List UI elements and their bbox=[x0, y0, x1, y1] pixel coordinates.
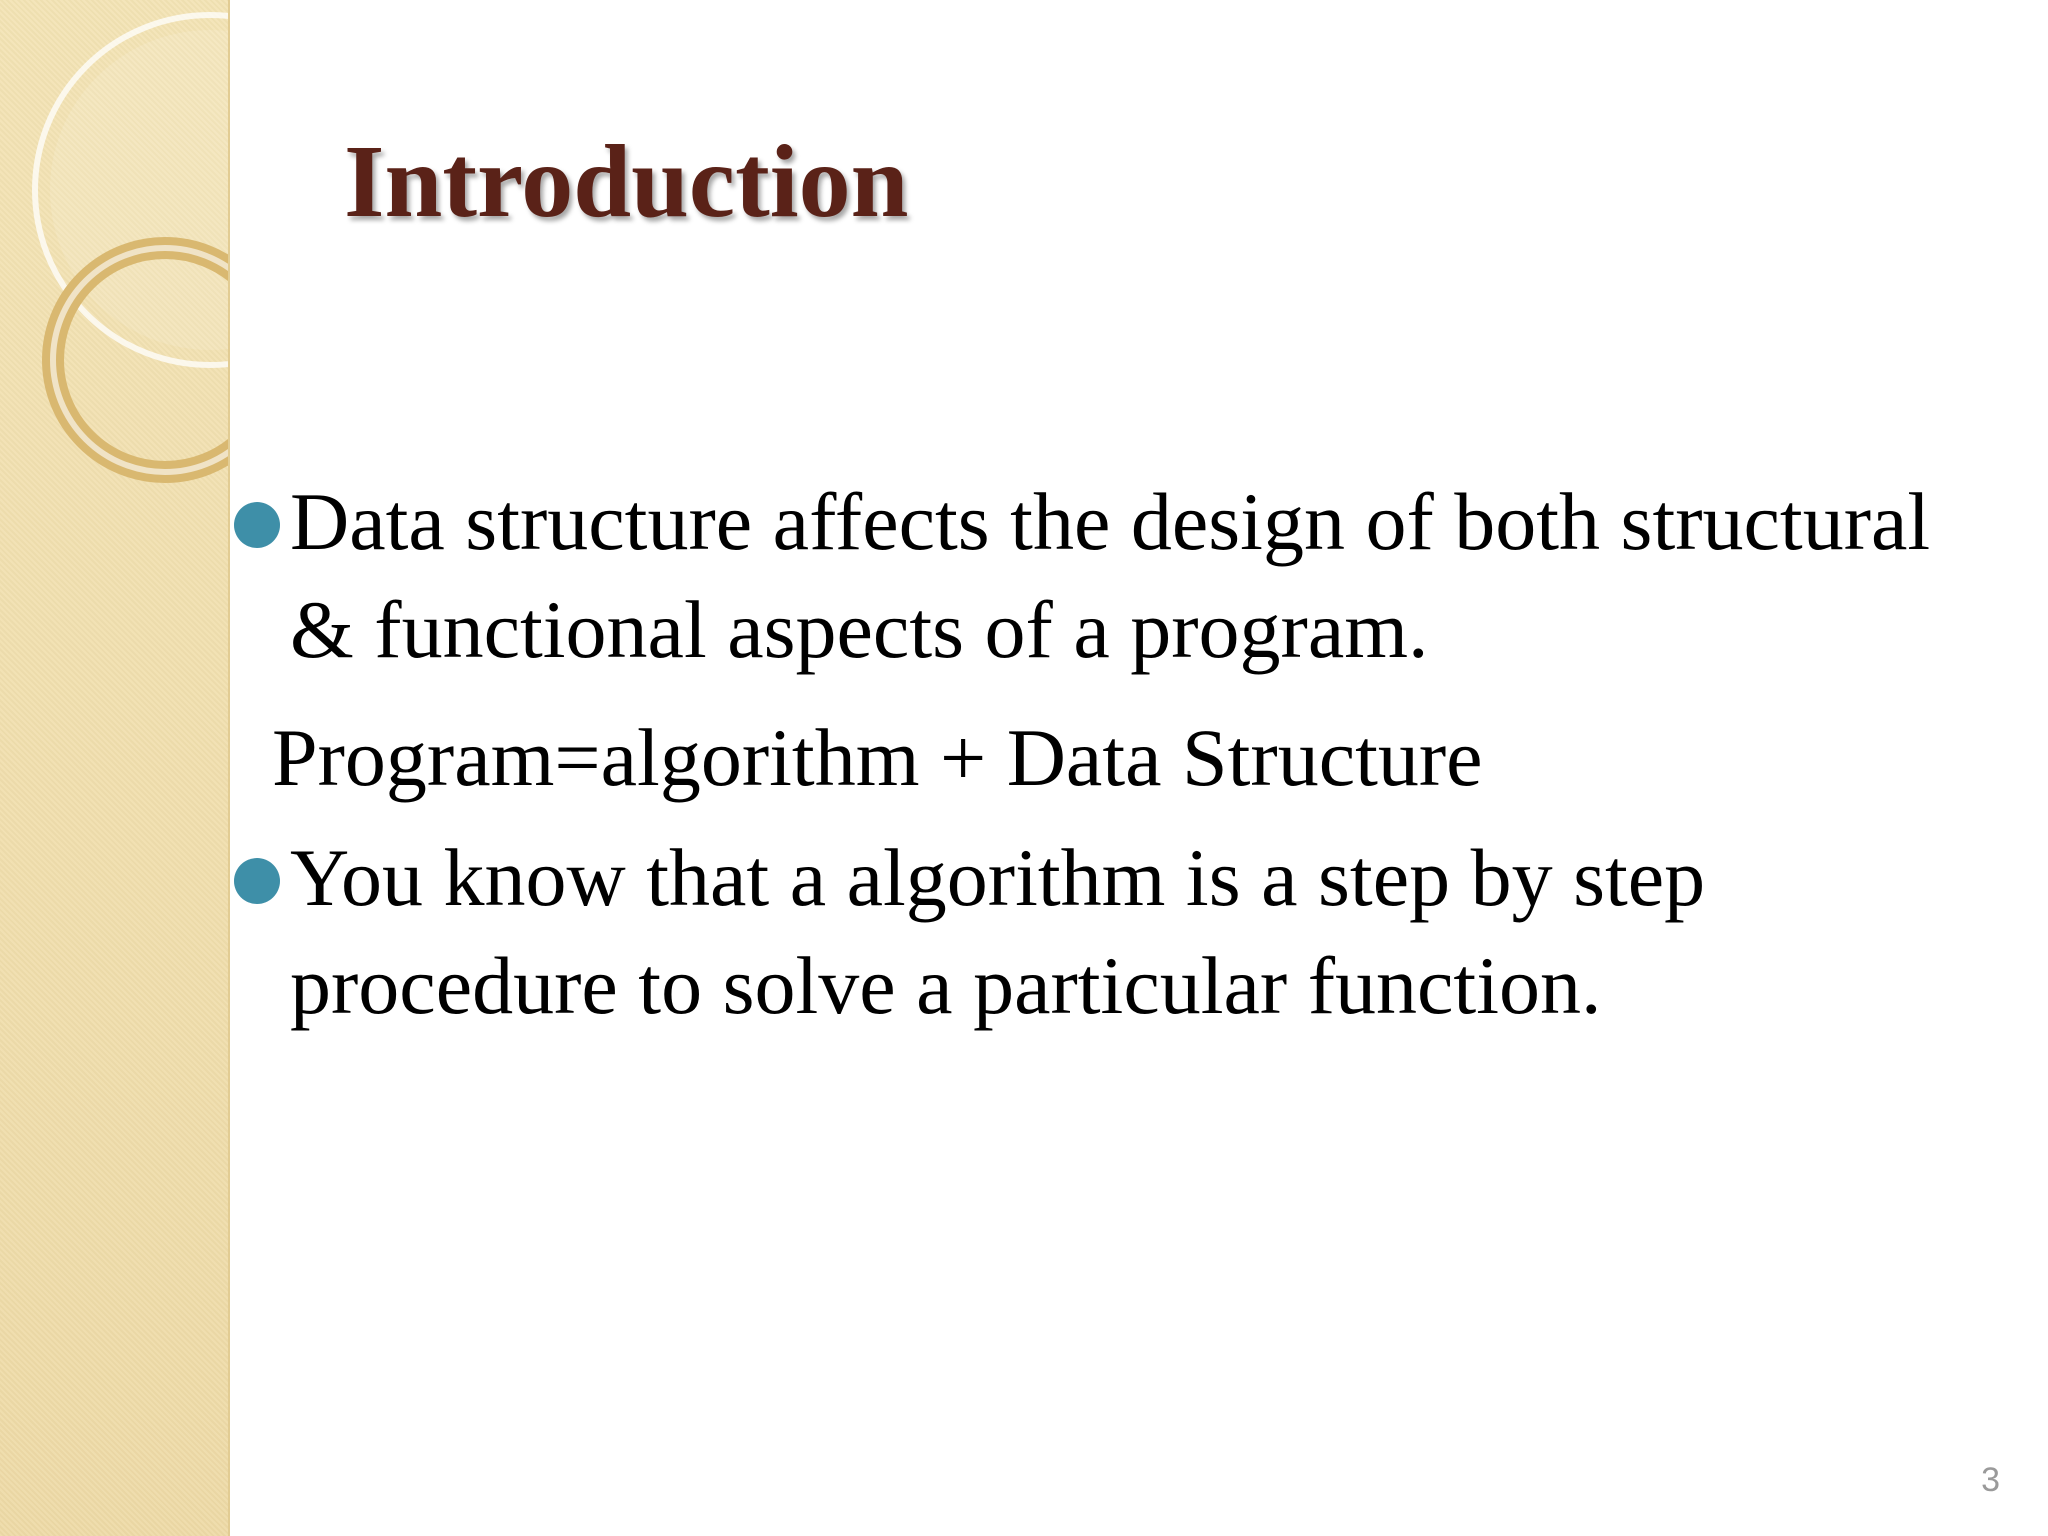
bullet-text: Data structure affects the design of both structural & functional aspects of a program. bbox=[290, 476, 1931, 675]
bullet-text: You know that a algorithm is a step by step procedure to solve a particular function. bbox=[290, 832, 1706, 1031]
page-number: 3 bbox=[1981, 1461, 2000, 1499]
bullet-item bbox=[230, 468, 2010, 684]
decorative-rings-icon bbox=[0, 0, 228, 520]
bullet-item bbox=[230, 824, 2010, 1040]
slide-content bbox=[230, 468, 2010, 1040]
slide-title: Introduction bbox=[344, 124, 909, 239]
bullet-icon bbox=[234, 858, 280, 904]
bullet-icon bbox=[234, 502, 280, 548]
formula-line: Program=algorithm + Data Structure bbox=[272, 712, 1483, 803]
decorative-side-band bbox=[0, 0, 230, 1536]
